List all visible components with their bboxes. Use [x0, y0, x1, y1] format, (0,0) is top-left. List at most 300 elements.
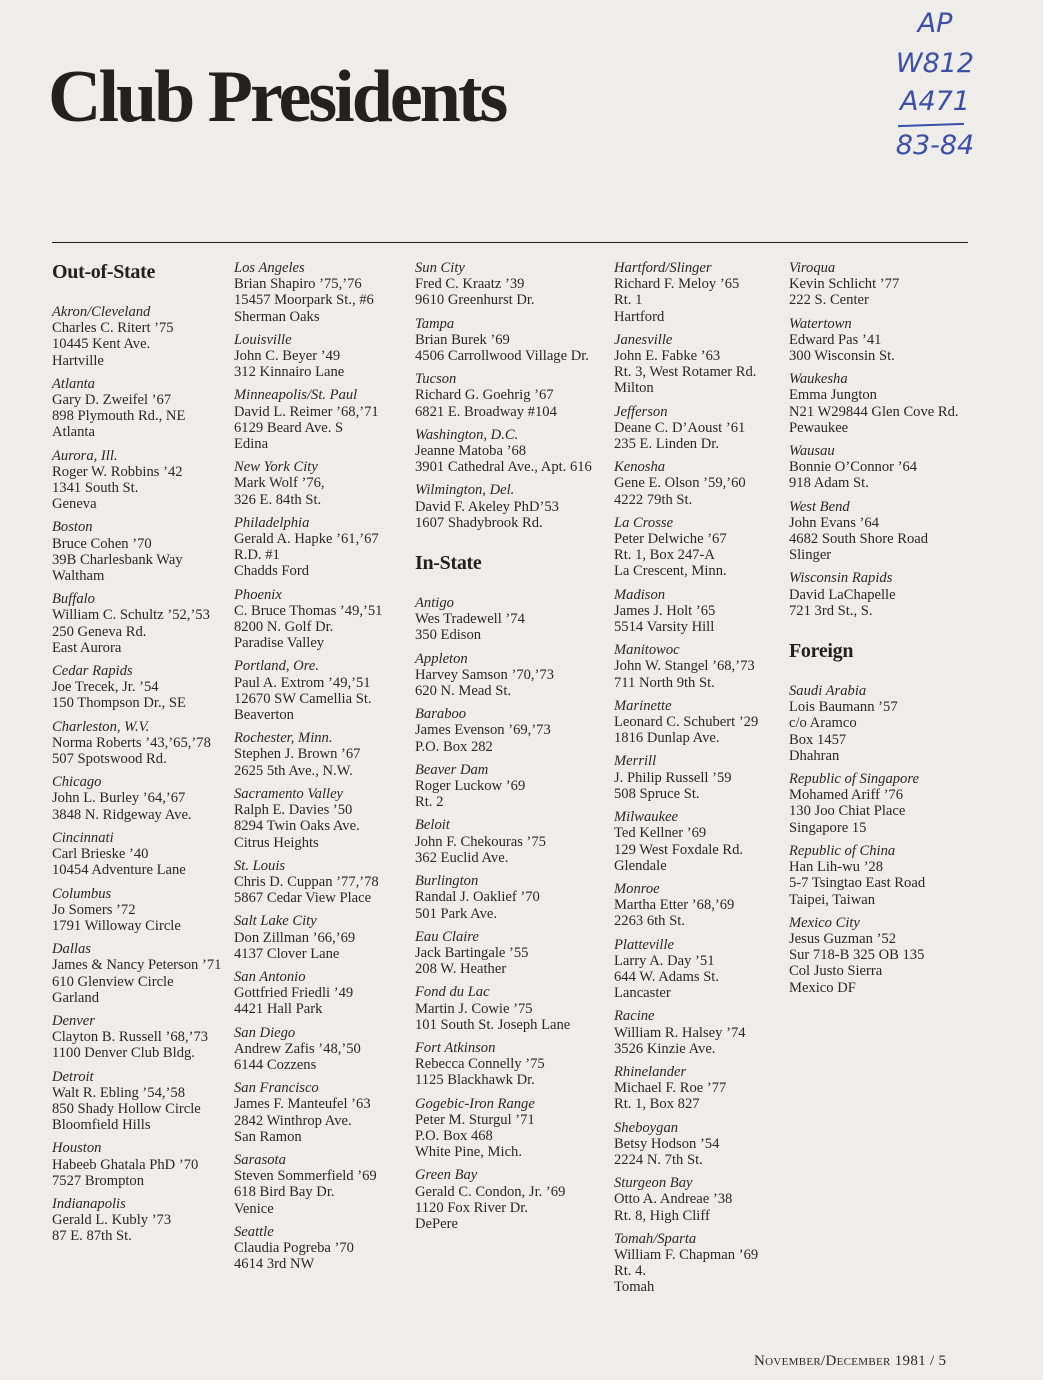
club-entry — [614, 642, 758, 691]
address-line: 850 Shady Hollow Circle — [52, 1100, 201, 1117]
president-name: Deane C. D’Aoust ’61 — [614, 419, 746, 436]
president-name: John F. Chekouras ’75 — [415, 833, 546, 850]
president-name: Ralph E. Davies ’50 — [234, 802, 353, 819]
club-city: Detroit — [52, 1068, 94, 1085]
address-line: 2224 N. 7th St. — [614, 1151, 703, 1168]
club-city: Los Angeles — [234, 260, 305, 276]
club-entry — [234, 1025, 382, 1074]
address-line: 208 W. Heather — [415, 961, 507, 978]
address-line: 508 Spruce St. — [614, 785, 700, 802]
club-entry — [614, 332, 758, 397]
president-name: William F. Chapman ’69 — [614, 1246, 759, 1263]
address-line: 250 Geneva Rd. — [52, 623, 147, 640]
address-line: 10445 Kent Ave. — [52, 336, 151, 353]
club-entry — [52, 591, 221, 656]
club-city: Phoenix — [234, 586, 282, 603]
address-line: Singapore 15 — [789, 819, 867, 836]
club-entry — [234, 332, 382, 381]
president-name: Gerald A. Hapke ’61,’67 — [234, 531, 379, 548]
address-line: 12670 SW Camellia St. — [234, 690, 372, 707]
club-entry — [52, 830, 221, 879]
club-city: Gogebic-Iron Range — [415, 1095, 535, 1112]
club-city: Hartford/Slinger — [614, 260, 712, 276]
president-name: Mark Wolf ’76, — [234, 475, 325, 492]
president-name: Claudia Pogreba ’70 — [234, 1239, 354, 1256]
club-city: Watertown — [789, 315, 852, 332]
club-city: Burlington — [415, 873, 479, 890]
president-name: John W. Stangel ’68,’73 — [614, 658, 755, 675]
club-entry — [415, 316, 592, 365]
address-line: DePere — [415, 1215, 458, 1232]
president-name: David LaChapelle — [789, 586, 896, 603]
club-entry — [789, 683, 959, 764]
president-name: Richard G. Goehrig ’67 — [415, 387, 554, 404]
address-line: Garland — [52, 989, 100, 1006]
club-city: Waukesha — [789, 371, 848, 388]
address-line: 6821 E. Broadway #104 — [415, 403, 557, 420]
president-name: Kevin Schlicht ’77 — [789, 276, 900, 293]
address-line: Bloomfield Hills — [52, 1117, 151, 1134]
president-name: Peter Delwiche ’67 — [614, 531, 727, 548]
address-line: White Pine, Mich. — [415, 1144, 523, 1161]
club-city: Philadelphia — [234, 514, 310, 531]
address-line: 2263 6th St. — [614, 913, 685, 930]
address-line: Citrus Heights — [234, 834, 319, 851]
club-city: Rochester, Minn. — [234, 730, 333, 747]
address-line: Chadds Ford — [234, 563, 309, 580]
address-line: La Crescent, Minn. — [614, 563, 727, 580]
footer-page: 1981 / 5 — [890, 1353, 947, 1369]
address-line: Rt. 1, Box 827 — [614, 1096, 700, 1113]
club-city: Racine — [614, 1008, 655, 1025]
club-entry — [415, 1096, 592, 1161]
president-name: Andrew Zafis ’48,’50 — [234, 1040, 361, 1057]
column-4 — [614, 260, 758, 1303]
address-line: Rt. 4. — [614, 1263, 647, 1280]
club-entry — [614, 937, 758, 1002]
address-line: 1816 Dunlap Ave. — [614, 730, 720, 747]
president-name: John L. Burley ’64,’67 — [52, 790, 186, 807]
club-entry — [52, 663, 221, 712]
club-city: Charleston, W.V. — [52, 718, 150, 735]
president-name: Charles C. Ritert ’75 — [52, 320, 174, 337]
address-line: 4137 Clover Lane — [234, 945, 340, 962]
club-entry — [614, 260, 758, 325]
club-entry — [789, 443, 959, 492]
president-name: Bonnie O’Connor ’64 — [789, 459, 918, 476]
address-line: 362 Euclid Ave. — [415, 849, 509, 866]
president-name: Habeeb Ghatala PhD ’70 — [52, 1156, 199, 1173]
address-line: 2842 Winthrop Ave. — [234, 1112, 352, 1129]
club-city: Baraboo — [415, 706, 467, 723]
club-city: Sun City — [415, 260, 465, 276]
club-entry — [52, 376, 221, 441]
president-name: Wes Tradewell ’74 — [415, 611, 525, 628]
club-entry — [52, 304, 221, 369]
page-title: Club Presidents — [48, 56, 506, 138]
address-line: 507 Spotswood Rd. — [52, 751, 167, 768]
address-line: 711 North 9th St. — [614, 674, 715, 691]
president-name: Carl Brieske ’40 — [52, 846, 149, 863]
club-city: Columbus — [52, 885, 112, 902]
address-line: Mexico DF — [789, 979, 856, 996]
club-city: La Crosse — [614, 514, 674, 531]
president-name: Jesus Guzman ’52 — [789, 930, 897, 947]
club-city: Sacramento Valley — [234, 785, 344, 802]
club-entry — [234, 260, 382, 325]
address-line: Pewaukee — [789, 419, 849, 436]
president-name: Jeanne Matoba ’68 — [415, 443, 527, 460]
address-line: 918 Adam St. — [789, 475, 869, 492]
president-name: William R. Halsey ’74 — [614, 1024, 746, 1041]
club-entry — [415, 1167, 592, 1232]
president-name: John C. Beyer ’49 — [234, 348, 341, 365]
president-name: William C. Schultz ’52,’53 — [52, 607, 210, 624]
club-city: Tomah/Sparta — [614, 1230, 697, 1247]
address-line: 618 Bird Bay Dr. — [234, 1184, 335, 1201]
address-line: Slinger — [789, 547, 832, 564]
address-line: 5-7 Tsingtao East Road — [789, 875, 926, 892]
president-name: Gary D. Zweifel ’67 — [52, 392, 172, 409]
address-line: 8200 N. Golf Dr. — [234, 619, 334, 636]
president-name: Don Zillman ’66,’69 — [234, 929, 356, 946]
club-city: San Francisco — [234, 1080, 319, 1097]
president-name: Martha Etter ’68,’69 — [614, 897, 735, 914]
president-name: Gene E. Olson ’59,’60 — [614, 475, 746, 492]
president-name: Gerald C. Condon, Jr. ’69 — [415, 1183, 566, 1200]
club-entry — [415, 371, 592, 420]
address-line: c/o Aramco — [789, 715, 857, 732]
club-city: Manitowoc — [614, 642, 680, 659]
club-entry — [52, 719, 221, 768]
address-line: Paradise Valley — [234, 635, 325, 652]
president-name: Randal J. Oaklief ’70 — [415, 889, 540, 906]
club-entry — [52, 886, 221, 935]
page-footer — [754, 1353, 946, 1370]
club-city: Wisconsin Rapids — [789, 570, 893, 587]
address-line: 4506 Carrollwood Village Dr. — [415, 348, 589, 365]
club-city: New York City — [234, 459, 318, 476]
president-name: Mohamed Ariff ’76 — [789, 787, 904, 804]
club-entry — [614, 881, 758, 930]
club-city: Saudi Arabia — [789, 683, 867, 700]
club-entry — [234, 786, 382, 851]
president-name: John Evans ’64 — [789, 514, 879, 531]
club-entry — [52, 1196, 221, 1245]
club-city: Marinette — [614, 697, 672, 714]
club-city: Salt Lake City — [234, 913, 317, 930]
club-city: San Diego — [234, 1024, 296, 1041]
club-city: Beloit — [415, 817, 450, 834]
address-line: P.O. Box 468 — [415, 1127, 493, 1144]
address-line: Rt. 2 — [415, 794, 444, 811]
club-city: Chicago — [52, 774, 102, 791]
club-entry — [789, 371, 959, 436]
president-name: Clayton B. Russell ’68,’73 — [52, 1029, 209, 1046]
president-name: Gottfried Friedli ’49 — [234, 985, 354, 1002]
president-name: C. Bruce Thomas ’49,’51 — [234, 602, 383, 619]
president-name: James Evenson ’69,’73 — [415, 722, 551, 739]
club-city: Sturgeon Bay — [614, 1175, 693, 1192]
club-entry — [789, 843, 959, 908]
club-city: Fort Atkinson — [415, 1039, 496, 1056]
column-3 — [415, 260, 592, 1239]
club-entry — [415, 651, 592, 700]
president-name: Otto A. Andreae ’38 — [614, 1191, 733, 1208]
club-entry — [415, 482, 592, 531]
club-city: Merrill — [614, 753, 657, 770]
club-entry — [789, 771, 959, 836]
address-line: Tomah — [614, 1279, 655, 1296]
section-heading: Out-of-State — [52, 261, 156, 283]
address-line: Milton — [614, 380, 654, 397]
club-entry — [415, 762, 592, 811]
club-entry — [614, 1175, 758, 1224]
address-line: Edina — [234, 436, 269, 453]
president-name: Betsy Hodson ’54 — [614, 1135, 720, 1152]
address-line: 1791 Willoway Circle — [52, 917, 181, 934]
club-entry — [234, 858, 382, 907]
club-entry — [789, 915, 959, 996]
footer-issue: November/December — [754, 1353, 891, 1369]
club-city: Madison — [614, 586, 666, 603]
address-line: Atlanta — [52, 424, 95, 441]
column-1 — [52, 260, 221, 1252]
club-entry — [415, 260, 592, 309]
club-entry — [614, 1231, 758, 1296]
club-city: Beaver Dam — [415, 761, 489, 778]
club-entry — [52, 448, 221, 513]
address-line: Rt. 3, West Rotamer Rd. — [614, 364, 757, 381]
address-line: 644 W. Adams St. — [614, 968, 720, 985]
section-heading: Foreign — [789, 640, 854, 663]
president-name: Ted Kellner ’69 — [614, 825, 707, 842]
handwritten-line: A471 — [899, 86, 970, 117]
address-line: 2625 5th Ave., N.W. — [234, 762, 353, 779]
address-line: Hartville — [52, 352, 104, 369]
address-line: 312 Kinnairo Lane — [234, 364, 345, 381]
president-name: Steven Sommerfield ’69 — [234, 1168, 377, 1185]
club-city: Sarasota — [234, 1151, 286, 1168]
president-name: Paul A. Extrom ’49,’51 — [234, 674, 371, 691]
president-name: Norma Roberts ’43,’65,’78 — [52, 734, 211, 751]
president-name: Gerald L. Kubly ’73 — [52, 1212, 172, 1229]
club-entry — [234, 515, 382, 580]
address-line: 4421 Hall Park — [234, 1001, 323, 1018]
club-entry — [614, 1120, 758, 1169]
club-entry — [234, 969, 382, 1018]
club-city: Buffalo — [52, 591, 95, 608]
address-line: 5867 Cedar View Place — [234, 890, 372, 907]
president-name: James F. Manteufel ’63 — [234, 1096, 371, 1113]
president-name: Peter M. Sturgul ’71 — [415, 1111, 535, 1128]
column-2 — [234, 260, 382, 1279]
club-city: Antigo — [415, 595, 454, 612]
president-name: Chris D. Cuppan ’77,’78 — [234, 873, 379, 890]
address-line: Venice — [234, 1200, 274, 1217]
club-city: Denver — [52, 1012, 95, 1029]
address-line: 610 Glenview Circle — [52, 973, 174, 990]
club-entry — [415, 929, 592, 978]
club-city: Green Bay — [415, 1167, 478, 1184]
address-line: Rt. 8, High Cliff — [614, 1207, 710, 1224]
president-name: Bruce Cohen ’70 — [52, 535, 152, 552]
address-line: 300 Wisconsin St. — [789, 348, 895, 365]
president-name: John E. Fabke ’63 — [614, 348, 721, 365]
president-name: Han Lih-wu ’28 — [789, 859, 884, 876]
club-entry — [415, 706, 592, 755]
address-line: Glendale — [614, 857, 667, 874]
address-line: 501 Park Ave. — [415, 905, 498, 922]
club-entry — [614, 515, 758, 580]
club-city: Louisville — [234, 331, 292, 348]
handwritten-note — [880, 6, 990, 166]
club-entry — [415, 427, 592, 476]
president-name: Larry A. Day ’51 — [614, 952, 715, 969]
club-entry — [789, 499, 959, 564]
club-entry — [52, 774, 221, 823]
club-entry — [234, 730, 382, 779]
club-city: West Bend — [789, 498, 850, 515]
address-line: 3901 Cathedral Ave., Apt. 616 — [415, 459, 592, 476]
club-entry — [614, 459, 758, 508]
handwritten-line: 83-84 — [895, 130, 975, 161]
club-entry — [52, 941, 221, 1006]
club-city: Tucson — [415, 371, 457, 388]
club-entry — [614, 1008, 758, 1057]
club-city: St. Louis — [234, 857, 286, 874]
address-line: Rt. 1 — [614, 292, 643, 309]
club-city: Rhinelander — [614, 1063, 687, 1080]
column-5 — [789, 260, 959, 1003]
address-line: Rt. 1, Box 247-A — [614, 547, 715, 564]
club-entry — [614, 809, 758, 874]
president-name: Fred C. Kraatz ’39 — [415, 276, 525, 293]
club-city: Akron/Cleveland — [52, 304, 151, 320]
club-entry — [52, 1013, 221, 1062]
club-entry — [52, 1069, 221, 1134]
address-line: Lancaster — [614, 985, 671, 1002]
club-entry — [415, 984, 592, 1033]
club-entry — [415, 595, 592, 644]
club-city: Cincinnati — [52, 829, 114, 846]
address-line: 4682 South Shore Road — [789, 531, 929, 548]
club-entry — [614, 1064, 758, 1113]
club-entry — [789, 570, 959, 619]
address-line: 10454 Adventure Lane — [52, 862, 186, 879]
handwritten-line: W812 — [895, 48, 975, 79]
president-name: Edward Pas ’41 — [789, 331, 882, 348]
president-name: Roger W. Robbins ’42 — [52, 463, 183, 480]
club-city: Atlanta — [52, 375, 95, 392]
address-line: 1120 Fox River Dr. — [415, 1199, 528, 1216]
address-line: 87 E. 87th St. — [52, 1228, 132, 1245]
club-city: Wilmington, Del. — [415, 482, 515, 499]
club-entry — [234, 1224, 382, 1273]
club-city: Indianapolis — [52, 1195, 126, 1212]
address-line: Sherman Oaks — [234, 308, 320, 325]
president-name: Leonard C. Schubert ’29 — [614, 714, 759, 731]
address-line: 130 Joo Chiat Place — [789, 803, 906, 820]
club-city: Wausau — [789, 443, 835, 460]
president-name: Martin J. Cowie ’75 — [415, 1000, 533, 1017]
club-entry — [234, 1080, 382, 1145]
club-city: Mexico City — [789, 914, 860, 931]
handwritten-rule — [898, 123, 964, 127]
club-city: Dallas — [52, 941, 91, 958]
club-city: Appleton — [415, 650, 468, 667]
club-entry — [415, 873, 592, 922]
address-line: 1607 Shadybrook Rd. — [415, 514, 543, 531]
address-line: Sur 718-B 325 OB 135 — [789, 947, 925, 964]
address-line: Taipei, Taiwan — [789, 891, 876, 908]
address-line: 1100 Denver Club Bldg. — [52, 1045, 195, 1062]
president-name: David L. Reimer ’68,’71 — [234, 403, 379, 420]
address-line: Col Justo Sierra — [789, 963, 883, 980]
address-line: 1125 Blackhawk Dr. — [415, 1072, 535, 1089]
club-entry — [52, 1140, 221, 1189]
president-name: Jack Bartingale ’55 — [415, 944, 529, 961]
address-line: Dhahran — [789, 747, 840, 764]
address-line: 8294 Twin Oaks Ave. — [234, 818, 360, 835]
address-line: 9610 Greenhurst Dr. — [415, 292, 535, 309]
president-name: Walt R. Ebling ’54,’58 — [52, 1084, 185, 1101]
club-entry — [52, 519, 221, 584]
handwritten-line: AP — [917, 8, 953, 39]
address-line: 6129 Beard Ave. S — [234, 419, 344, 436]
address-line: R.D. #1 — [234, 547, 280, 564]
club-entry — [614, 587, 758, 636]
club-city: Janesville — [614, 331, 673, 348]
address-line: 150 Thompson Dr., SE — [52, 695, 186, 712]
president-name: James & Nancy Peterson ’71 — [52, 957, 222, 974]
address-line: Hartford — [614, 308, 665, 325]
club-entry — [234, 459, 382, 508]
address-line: 898 Plymouth Rd., NE — [52, 408, 186, 425]
address-line: Geneva — [52, 496, 97, 513]
club-entry — [234, 587, 382, 652]
president-name: Stephen J. Brown ’67 — [234, 746, 361, 763]
president-name: Rebecca Connelly ’75 — [415, 1056, 545, 1073]
address-line: 4222 79th St. — [614, 491, 693, 508]
club-entry — [234, 658, 382, 723]
address-line: 1341 South St. — [52, 480, 139, 497]
address-line: 6144 Cozzens — [234, 1056, 317, 1073]
club-city: Aurora, Ill. — [52, 447, 118, 464]
club-city: Washington, D.C. — [415, 426, 519, 443]
address-line: East Aurora — [52, 639, 122, 656]
club-city: Platteville — [614, 936, 674, 953]
club-city: Sheboygan — [614, 1119, 679, 1136]
address-line: 3848 N. Ridgeway Ave. — [52, 806, 192, 823]
address-line: 350 Edison — [415, 627, 482, 644]
address-line: Box 1457 — [789, 731, 847, 748]
club-city: Viroqua — [789, 260, 836, 276]
club-entry — [234, 1152, 382, 1217]
club-city: Cedar Rapids — [52, 663, 133, 680]
address-line: N21 W29844 Glen Cove Rd. — [789, 403, 959, 420]
address-line: 7527 Brompton — [52, 1172, 145, 1189]
president-name: Lois Baumann ’57 — [789, 699, 898, 716]
address-line: 620 N. Mead St. — [415, 683, 512, 700]
address-line: 235 E. Linden Dr. — [614, 436, 719, 453]
club-city: Republic of China — [789, 842, 896, 859]
club-city: Boston — [52, 519, 93, 536]
address-line: 3526 Kinzie Ave. — [614, 1040, 716, 1057]
club-city: Republic of Singapore — [789, 771, 919, 788]
address-line: 129 West Foxdale Rd. — [614, 841, 744, 858]
president-name: Jo Somers ’72 — [52, 901, 136, 918]
